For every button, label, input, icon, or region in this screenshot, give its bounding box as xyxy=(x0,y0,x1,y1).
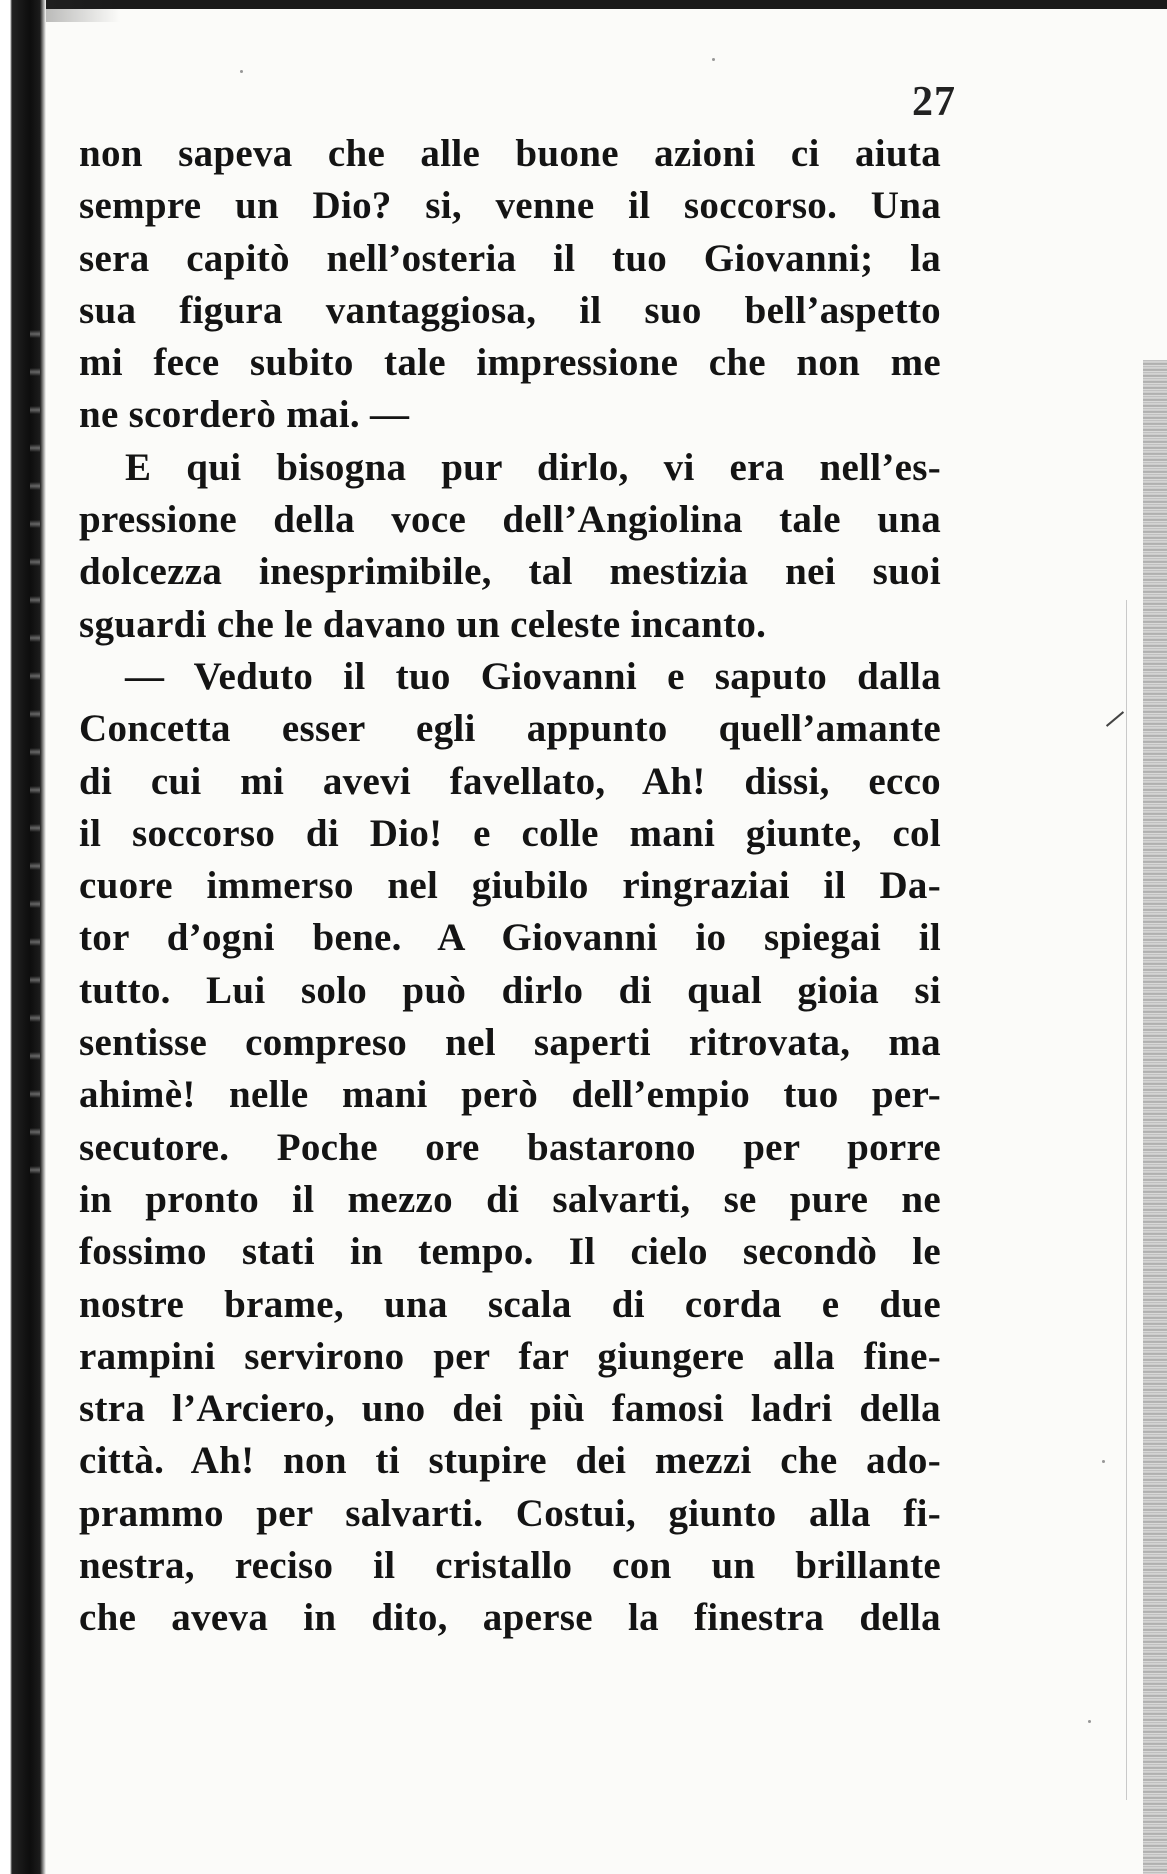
page-stack-edge xyxy=(1143,360,1167,1874)
text-line: dolcezza inesprimibile, tal mestizia nei suoi xyxy=(79,550,941,594)
text-line: pressione della voce dell’Angiolina tale una xyxy=(79,498,941,542)
text-line: sera capitò nell’osteria il tuo Giovanni; la xyxy=(79,236,941,280)
text-line: ne scorderò mai. — xyxy=(79,393,410,437)
page-top-edge xyxy=(10,0,1167,9)
text-line: sempre un Dio? si, venne il soccorso. Una xyxy=(79,184,941,228)
text-line: che aveva in dito, aperse la finestra della xyxy=(79,1596,941,1640)
text-line: non sapeva che alle buone azioni ci aiuta xyxy=(79,132,941,175)
text-line: ahimè! nelle mani però dell’empio tuo per- xyxy=(79,1073,941,1117)
text-line: fossimo stati in tempo. Il cielo secondò le xyxy=(79,1230,941,1274)
text-line: città. Ah! non ti stupire dei mezzi che ado- xyxy=(79,1439,941,1483)
text-line: sguardi che le davano un celeste incanto. xyxy=(79,602,767,646)
page-fold-line xyxy=(1126,600,1127,1800)
text-line: cuore immerso nel giubilo ringraziai il Da- xyxy=(79,864,941,908)
text-line: tor d’ogni bene. A Giovanni io spiegai il xyxy=(79,916,941,960)
pencil-mark xyxy=(1106,711,1124,727)
text-line: prammo per salvarti. Costui, giunto alla fi- xyxy=(79,1491,941,1535)
binding-wear xyxy=(30,300,40,1200)
text-line: mi fece subito tale impressione che non me xyxy=(79,341,941,385)
paper-speck xyxy=(1102,1460,1105,1463)
text-line: Concetta esser egli appunto quell’amante xyxy=(79,707,941,751)
text-line: il soccorso di Dio! e colle mani giunte, col xyxy=(79,811,941,855)
text-line: tutto. Lui solo può dirlo di qual gioia si xyxy=(79,968,941,1012)
paragraph-start: — Veduto il tuo Giovanni e saputo dalla xyxy=(125,654,941,698)
page-number: 27 xyxy=(912,79,956,125)
text-line: sua figura vantaggiosa, il suo bell’aspetto xyxy=(79,288,941,332)
text-line: rampini servirono per far giungere alla fine- xyxy=(79,1334,941,1378)
text-line: nostre brame, una scala di corda e due xyxy=(79,1282,941,1326)
paper-speck xyxy=(712,58,715,61)
text-line: stra l’Arciero, uno dei più famosi ladri della xyxy=(79,1387,941,1431)
text-line: sentisse compreso nel saperti ritrovata, ma xyxy=(79,1021,941,1065)
paper-speck xyxy=(1088,1720,1091,1723)
text-line: in pronto il mezzo di salvarti, se pure ne xyxy=(79,1177,941,1221)
text-line: nestra, reciso il cristallo con un brillante xyxy=(79,1544,941,1588)
paper-speck xyxy=(240,70,243,73)
paragraph-start: E qui bisogna pur dirlo, vi era nell’es- xyxy=(125,445,941,489)
text-line: di cui mi avevi favellato, Ah! dissi, ecco xyxy=(79,759,941,803)
text-line: secutore. Poche ore bastarono per porre xyxy=(79,1125,941,1169)
body-text xyxy=(79,128,941,1645)
